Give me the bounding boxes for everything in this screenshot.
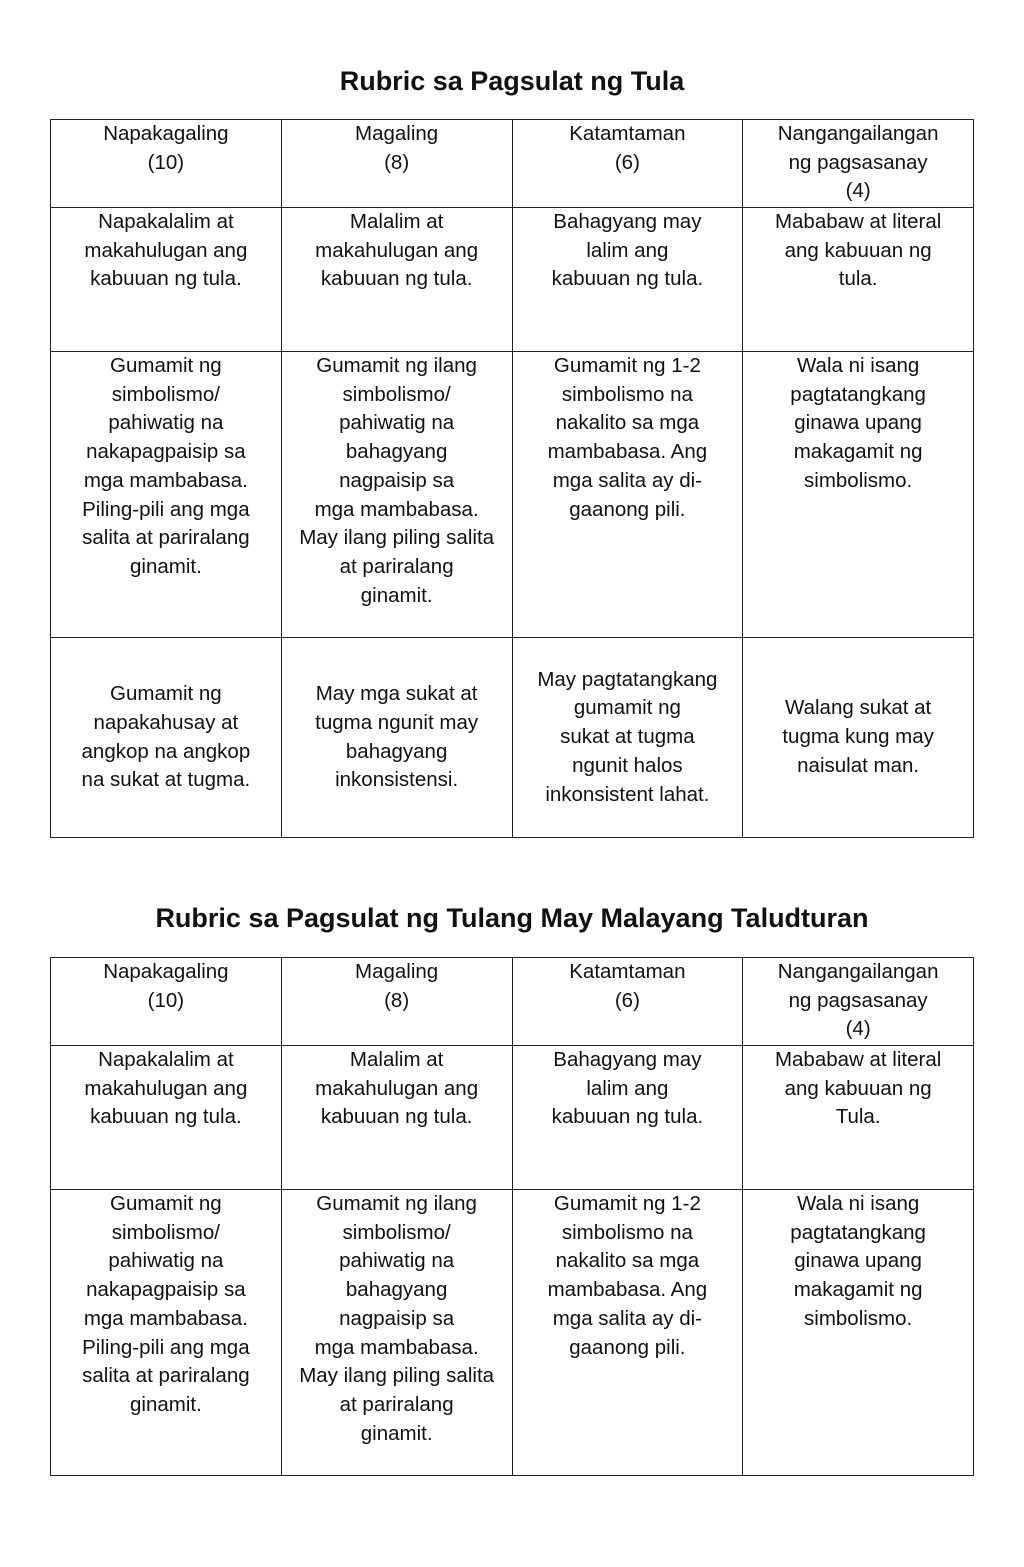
rubric-table-malayang-taludturan (50, 957, 974, 1476)
table-row (51, 352, 974, 638)
table-cell: Napakalalim at makahulugan ang kabuuan ng tula. (51, 1046, 282, 1190)
table-cell: Bahagyang may lalim ang kabuuan ng tula. (512, 1046, 743, 1190)
table-row (51, 1190, 974, 1476)
table-cell: Gumamit ng ilang simbolismo/ pahiwatig na bahagyang nagpaisip sa mga mambabasa. May ilang piling salita at pariralang ginamit. (281, 1190, 512, 1476)
table-cell: Mababaw at literal ang kabuuan ng tula. (743, 208, 974, 352)
table-cell: Mababaw at literal ang kabuuan ng Tula. (743, 1046, 974, 1190)
header-magaling: Magaling (8) (281, 120, 512, 208)
table-cell: Gumamit ng napakahusay at angkop na angkop na sukat at tugma. (51, 638, 282, 838)
table-cell: Malalim at makahulugan ang kabuuan ng tula. (281, 208, 512, 352)
table-row (51, 208, 974, 352)
rubric-title-tula: Rubric sa Pagsulat ng Tula (339, 66, 685, 96)
table-row (51, 638, 974, 838)
table-header-row (51, 120, 974, 208)
header-nangangailangan: Nangangailangan ng pagsasanay (4) (743, 120, 974, 208)
table-header-row (51, 958, 974, 1046)
table-cell: Gumamit ng simbolismo/ pahiwatig na nakapagpaisip sa mga mambabasa. Piling-pili ang mga salita at pariralang ginamit. (51, 352, 282, 638)
table-cell: Wala ni isang pagtatangkang ginawa upang makagamit ng simbolismo. (743, 352, 974, 638)
table-row (51, 1046, 974, 1190)
table-cell: Bahagyang may lalim ang kabuuan ng tula. (512, 208, 743, 352)
table-cell: Malalim at makahulugan ang kabuuan ng tula. (281, 1046, 512, 1190)
table-cell: Gumamit ng 1-2 simbolismo na nakalito sa mga mambabasa. Ang mga salita ay di- gaanong pili. (512, 1190, 743, 1476)
header-napakagaling: Napakagaling (10) (51, 120, 282, 208)
table-cell: Walang sukat at tugma kung may naisulat man. (743, 638, 974, 838)
header-magaling: Magaling (8) (281, 958, 512, 1046)
header-katamtaman: Katamtaman (6) (512, 120, 743, 208)
header-nangangailangan: Nangangailangan ng pagsasanay (4) (743, 958, 974, 1046)
rubric-title-malayang-taludturan: Rubric sa Pagsulat ng Tulang May Malayang Taludturan (155, 903, 869, 933)
header-katamtaman: Katamtaman (6) (512, 958, 743, 1046)
table-cell: Wala ni isang pagtatangkang ginawa upang makagamit ng simbolismo. (743, 1190, 974, 1476)
table-cell: May mga sukat at tugma ngunit may bahagyang inkonsistensi. (281, 638, 512, 838)
table-cell: Gumamit ng ilang simbolismo/ pahiwatig na bahagyang nagpaisip sa mga mambabasa. May ilang piling salita at pariralang ginamit. (281, 352, 512, 638)
table-cell: Napakalalim at makahulugan ang kabuuan ng tula. (51, 208, 282, 352)
rubric-table-tula (50, 119, 974, 838)
table-cell: May pagtatangkang gumamit ng sukat at tugma ngunit halos inkonsistent lahat. (512, 638, 743, 838)
table-cell: Gumamit ng 1-2 simbolismo na nakalito sa mga mambabasa. Ang mga salita ay di- gaanong pili. (512, 352, 743, 638)
table-cell: Gumamit ng simbolismo/ pahiwatig na nakapagpaisip sa mga mambabasa. Piling-pili ang mga salita at pariralang ginamit. (51, 1190, 282, 1476)
header-napakagaling: Napakagaling (10) (51, 958, 282, 1046)
